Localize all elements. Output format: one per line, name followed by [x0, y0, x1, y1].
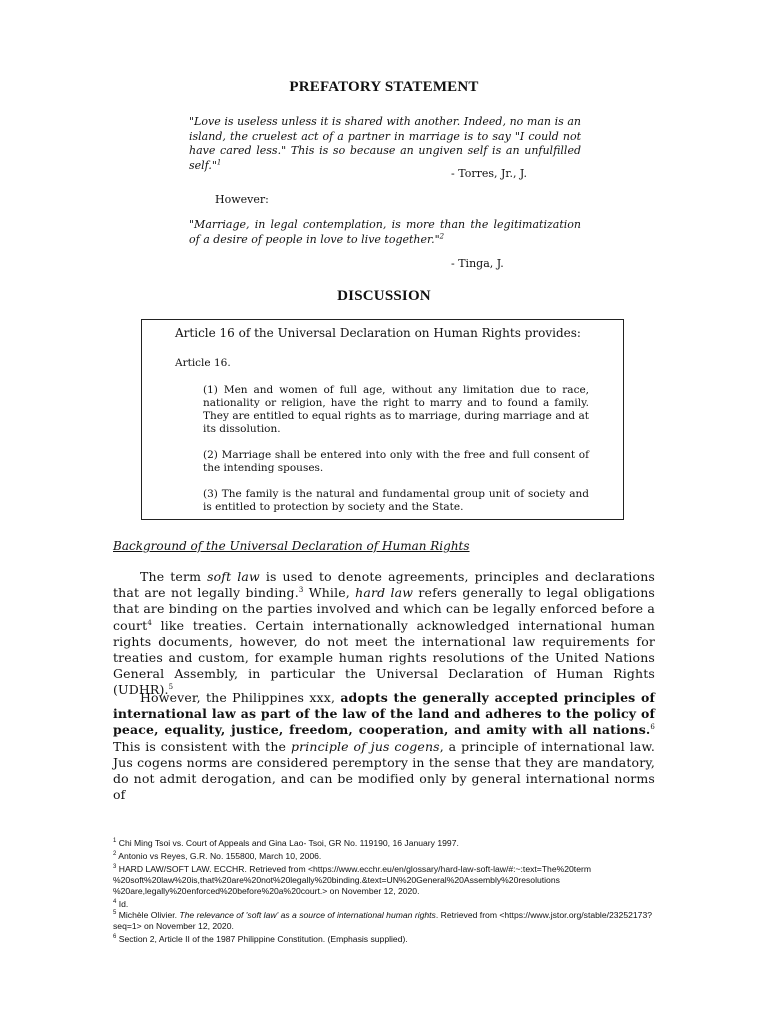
footnote-1-num: 1: [113, 838, 117, 845]
article-16-para-3: (3) The family is the natural and fundamental group unit of society and is entitled to protection by society and the State.: [203, 488, 589, 513]
footnote-ref-2[interactable]: 2: [439, 231, 445, 240]
footnote-1-text: Chi Ming Tsoi vs. Court of Appeals and Gina Lao- Tsoi, GR No. 119190, 16 January 1997.: [116, 838, 459, 848]
p2-text-b: This is consistent with the: [113, 738, 291, 754]
discussion-heading: DISCUSSION: [337, 288, 431, 304]
footnote-5-text[interactable]: . Retrieved from <https://www.jstor.org/stable/23252173?seq=1> on November 12, 2020.: [113, 910, 653, 931]
quote-tinga-author: - Tinga, J.: [451, 257, 504, 270]
footnote-ref-3[interactable]: 3: [298, 586, 304, 595]
footnote-6: [113, 934, 653, 945]
box-article-label: Article 16.: [175, 357, 231, 369]
however-label: However:: [215, 193, 269, 206]
p2-text-a: However, the Philippines xxx,: [140, 690, 341, 705]
footnote-4-text: Id.: [116, 899, 129, 909]
p1-text-b: is used to denote agreements, principles and declarations that are not legally binding.: [113, 569, 655, 601]
page-title: PREFATORY STATEMENT: [289, 79, 479, 95]
footnote-5-author: Michèle Olivier.: [116, 910, 180, 920]
footnote-1: [113, 838, 653, 849]
footnote-ref-1[interactable]: 1: [216, 157, 222, 166]
body-paragraph-2: [113, 690, 655, 803]
box-title: Article 16 of the Universal Declaration on Human Rights provides:: [175, 326, 581, 340]
footnote-5: [113, 910, 653, 932]
quote-torres-author: - Torres, Jr., J.: [451, 167, 527, 180]
footnote-6-num: 6: [113, 934, 117, 941]
p1-text-a: The term: [140, 569, 208, 584]
footnote-4: [113, 899, 653, 910]
p2-bold-text: adopts the generally accepted principles of international law as part of the law of the land and adheres to the policy of peace, equality, justice, freedom, cooperation, and amity with all nations.: [113, 690, 655, 738]
section-subheading: Background of the Universal Declaration of Human Rights: [113, 539, 470, 553]
footnote-6-text: Section 2, Article II of the 1987 Philippine Constitution. (Emphasis supplied).: [116, 934, 408, 944]
footnote-ref-5[interactable]: 5: [168, 683, 174, 692]
p1-hard-law: hard law: [355, 585, 414, 601]
footnote-2: [113, 851, 653, 862]
footnote-3: [113, 864, 653, 897]
footnote-ref-6[interactable]: 6: [650, 723, 655, 732]
body-paragraph-1: [113, 569, 655, 699]
p2-text-c: , a principle of international law. Jus cogens norms are considered peremptory in the sense that they are mandatory, do not admit derogation, and can be modified only by general international norms of: [113, 738, 655, 803]
footnote-3-num: 3: [113, 864, 117, 871]
article-16-para-2: (2) Marriage shall be entered into only with the free and full consent of the intending spouses.: [203, 449, 589, 474]
footnote-2-text: Antonio vs Reyes, G.R. No. 155800, March 10, 2006.: [116, 851, 322, 861]
quote-torres: [189, 115, 581, 173]
footnote-4-num: 4: [113, 899, 117, 906]
article-16-box: [141, 319, 624, 520]
footnote-ref-4[interactable]: 4: [147, 618, 152, 627]
footnote-5-title: The relevance of 'soft law' as a source of international human rights: [179, 910, 436, 920]
footnote-3-text[interactable]: HARD LAW/SOFT LAW. ECCHR. Retrieved from <https://www.ecchr.eu/en/glossary/hard-law-soft-law/#:~:text=The%20term %20soft%20law%20is,that%20are%20not%20legally%20binding.&text=UN%20General%20Assembly%20resolutions %20are,legally%20enforced%20before%20a%20court.> on November 12, 2020.: [113, 864, 591, 896]
quote-tinga-text: "Marriage, in legal contemplation, is more than the legitimatization of a desire of people in love to live together.": [189, 218, 581, 246]
p2-jus-cogens: principle of jus cogens: [290, 738, 440, 754]
quote-torres-text: "Love is useless unless it is shared with another. Indeed, no man is an island, the cruelest act of a partner in marriage is to say "I could not have cared less." This is so because an ungiven self is an unfulfilled self.": [189, 115, 581, 172]
p1-text-e: like treaties. Certain internationally acknowledged international human rights documents, however, do not meet the international law requirements for treaties and custom, for example human rights resolutions of the United Nations General Assembly, in particular the Universal Declaration of Human Rights (UDHR).: [113, 617, 655, 698]
quote-tinga: [189, 218, 581, 247]
article-16-para-1: (1) Men and women of full age, without any limitation due to race, nationality or religion, have the right to marry and to found a family. They are entitled to equal rights as to marriage, during marriage and at its dissolution.: [203, 384, 589, 435]
p1-text-d: refers generally to legal obligations that are binding on the parties involved and which can be legally enforced before a court: [113, 585, 655, 633]
p1-soft-law: soft law: [207, 569, 260, 584]
p1-text-c: While,: [303, 585, 356, 601]
footnote-5-num: 5: [113, 910, 117, 917]
footnote-2-num: 2: [113, 851, 117, 858]
